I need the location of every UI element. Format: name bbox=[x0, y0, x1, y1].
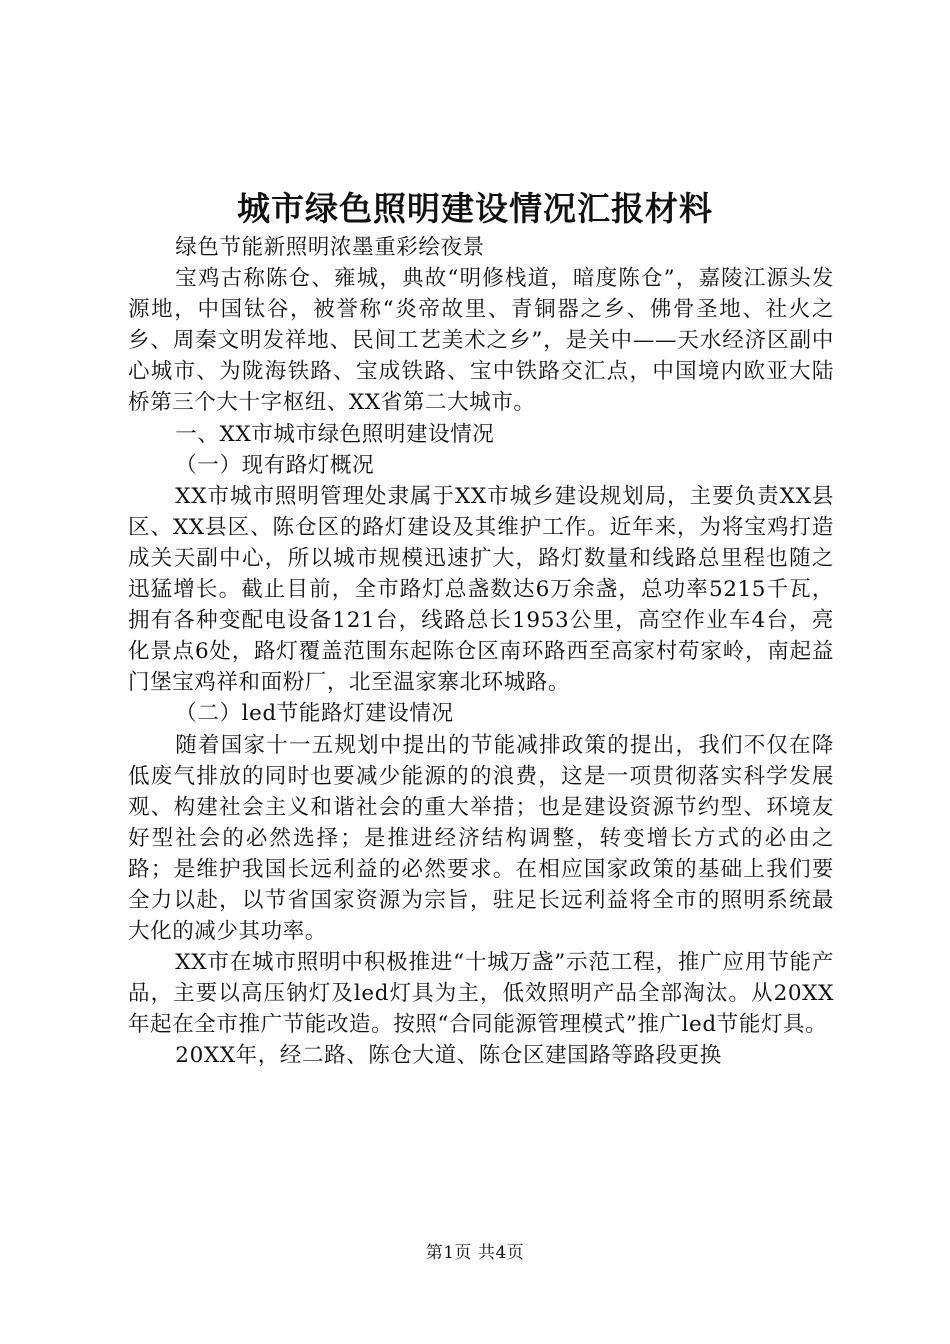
subsection-heading-1: （一）现有路灯概况 bbox=[175, 452, 375, 478]
subsection-heading-2: （二）led节能路灯建设情况 bbox=[175, 701, 454, 727]
paragraph-policy: 随着国家十一五规划中提出的节能减排政策的提出，我们不仅在降低废气排放的同时也要减少能源的的浪费，这是一项贯彻落实科学发展观、构建社会主义和谐社会的重大举措；也是建设资源节约型、环境友好型社会的必然选择；是推进经济结构调整，转变增长方式的必由之路；是维护我国长远利益的必然要求。在相应国家政策的基础上我们要全力以赴，以节省国家资源为宗旨，驻足长远利益将全市的照明系统最大化的减少其功率。 bbox=[128, 732, 834, 945]
document-title: 城市绿色照明建设情况汇报材料 bbox=[237, 189, 713, 228]
paragraph-subtitle: 绿色节能新照明浓墨重彩绘夜景 bbox=[175, 235, 485, 260]
document-body bbox=[128, 232, 834, 1072]
paragraph-intro: 宝鸡古称陈仓、雍城，典故“明修栈道，暗度陈仓”，嘉陵江源头发源地，中国钛谷，被誉称“炎帝故里、青铜器之乡、佛骨圣地、社火之乡、周秦文明发祥地、民间工艺美术之乡”，是关中——天水经济区副中心城市、为陇海铁路、宝成铁路、宝中铁路交汇点，中国境内欧亚大陆桥第三个大十字枢纽、XX省第二大城市。 bbox=[128, 266, 834, 416]
paragraph-promotion: XX市在城市照明中积极推进“十城万盏”示范工程，推广应用节能产品，主要以高压钠灯及led灯具为主，低效照明产品全部淘汰。从20XX年起在全市推广节能改造。按照“合同能源管理模式”推广led节能灯具。 bbox=[128, 950, 834, 1038]
section-heading: 一、XX市城市绿色照明建设情况 bbox=[175, 421, 495, 447]
page-number-footer: 第1页 共4页 bbox=[425, 1243, 525, 1263]
paragraph-streetlights: XX市城市照明管理处隶属于XX市城乡建设规划局，主要负责XX县区、XX县区、陈仓区的路灯建设及其维护工作。近年来，为将宝鸡打造成关天副中心，所以城市规模迅速扩大，路灯数量和线路总里程也随之迅猛增长。截止目前，全市路灯总盏数达6万余盏，总功率5215千瓦，拥有各种变配电设备121台，线路总长1953公里，高空作业车4台，亮化景点6处，路灯覆盖范围东起陈仓区南环路西至高家村苟家岭，南起益门堡宝鸡祥和面粉厂，北至温家寨北环城路。 bbox=[128, 483, 834, 696]
paragraph-replacement: 20XX年，经二路、陈仓大道、陈仓区建国路等路段更换 bbox=[175, 1043, 722, 1069]
